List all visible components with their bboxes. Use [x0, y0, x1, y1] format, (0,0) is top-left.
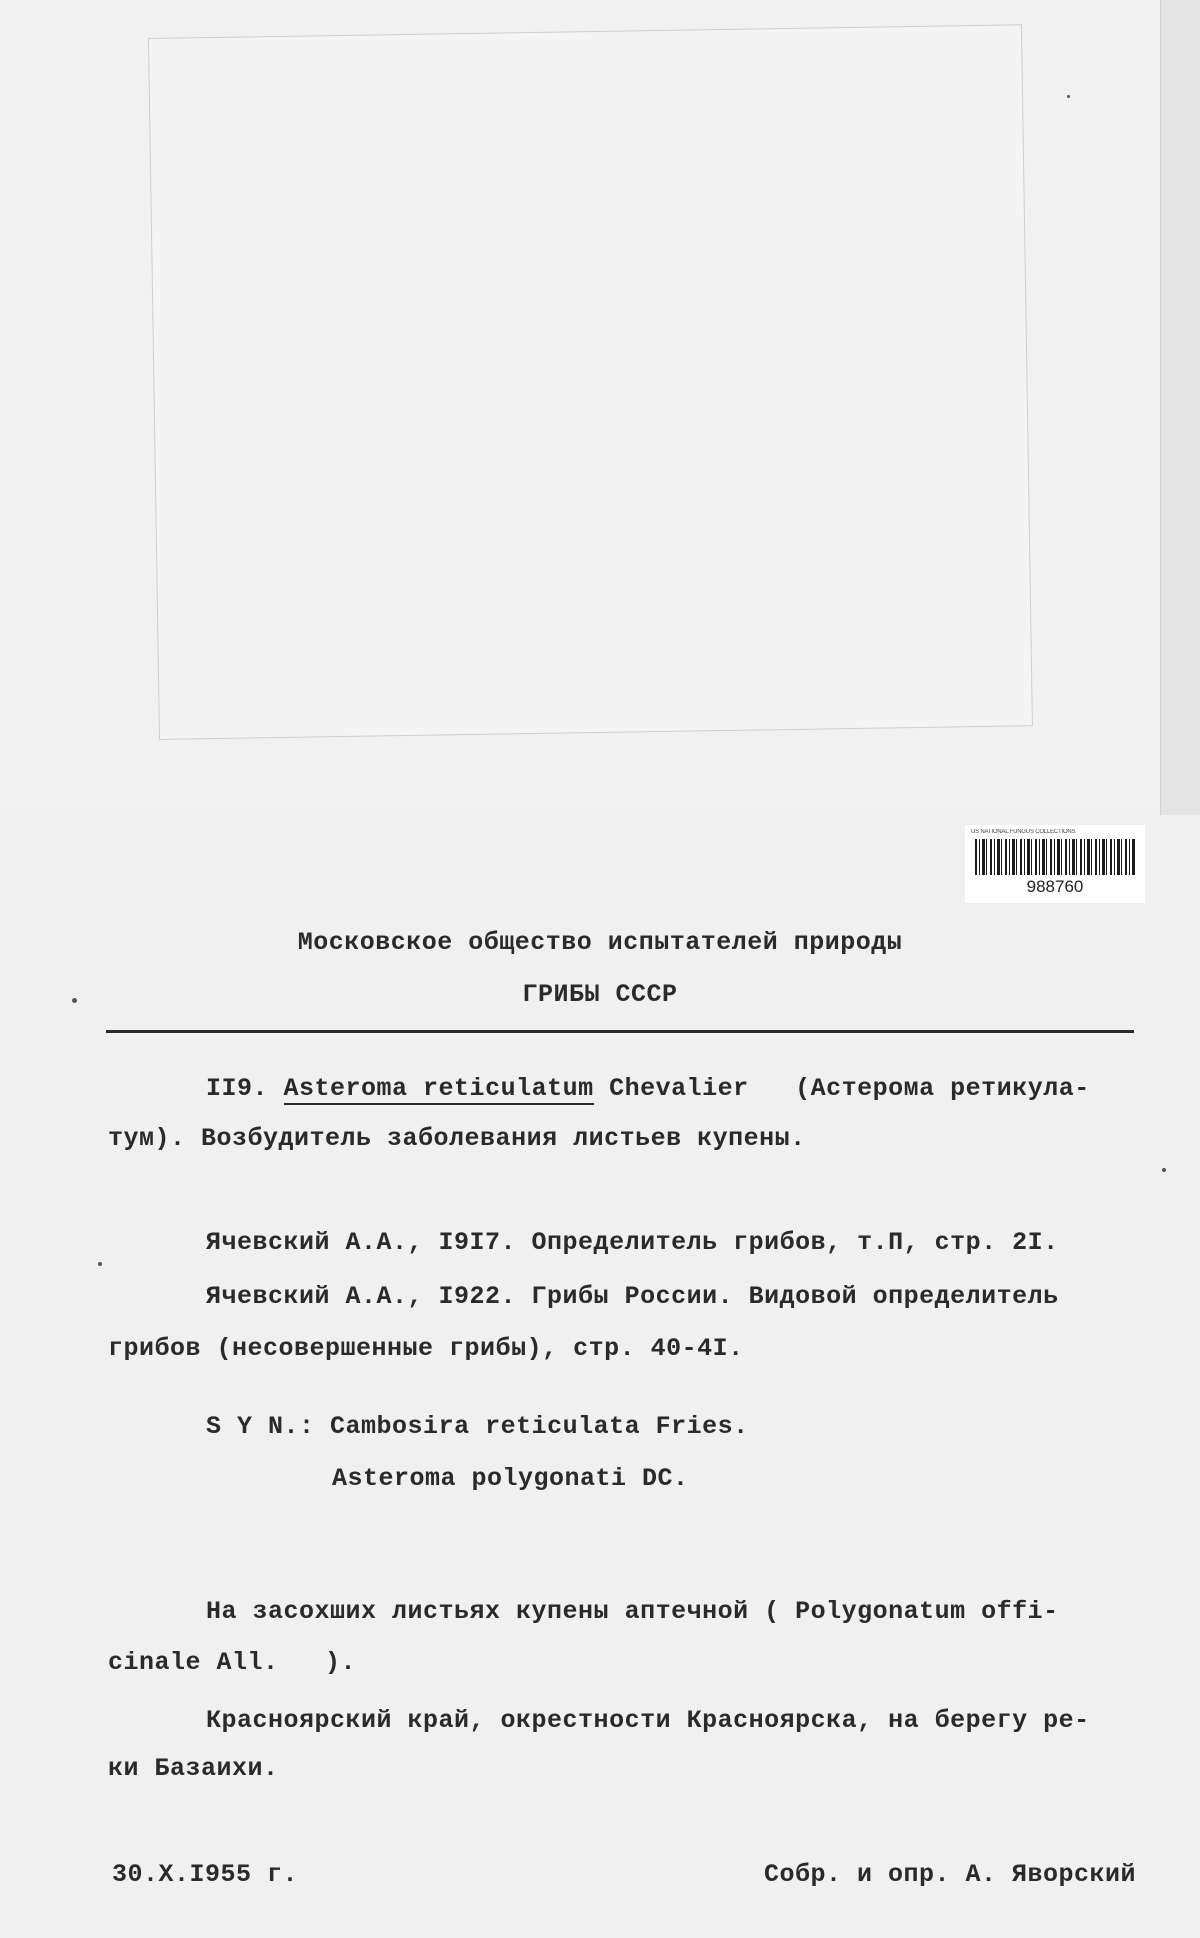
synonym-line-1	[206, 1412, 749, 1441]
habitat-line-1	[206, 1597, 1059, 1626]
entry-line-1	[206, 1074, 1090, 1103]
habitat-close: ).	[325, 1648, 357, 1677]
locality-line-2: ки Базаихи.	[108, 1754, 279, 1783]
collector: Собр. и опр. А. Яворский	[764, 1860, 1137, 1889]
entry-number: II9.	[206, 1074, 269, 1103]
speck	[1067, 95, 1070, 98]
species-author: Chevalier	[609, 1074, 749, 1103]
reference-1: Ячевский А.А., I9I7. Определитель грибов, т.П, стр. 2I.	[206, 1228, 1059, 1257]
synonym-2: Asteroma polygonati DC.	[332, 1464, 689, 1493]
society-title: Московское общество испытателей природы	[297, 928, 903, 957]
header-rule	[106, 1030, 1134, 1033]
synonym-label: S Y N.:	[206, 1412, 315, 1441]
species-name: Asteroma reticulatum	[283, 1074, 594, 1103]
russian-name: (Астерома ретикула-	[795, 1074, 1090, 1103]
habitat-line-2	[108, 1648, 356, 1677]
series-title: ГРИБЫ СССР	[522, 980, 678, 1009]
host-latin-2: cinale All.	[108, 1648, 279, 1677]
collection-date: 30.X.I955 г.	[112, 1860, 299, 1889]
synonym-1: Cambosira reticulata Fries.	[330, 1412, 749, 1441]
speck	[72, 998, 77, 1003]
speck	[98, 1262, 102, 1266]
reference-2-line-1: Ячевский А.А., I922. Грибы России. Видовой определитель	[206, 1282, 1059, 1311]
reference-2-line-2: грибов (несовершенные грибы), стр. 40-4I.	[108, 1334, 744, 1363]
barcode-label	[965, 825, 1145, 903]
locality-line-1: Красноярский край, окрестности Красноярска, на берегу ре-	[206, 1706, 1090, 1735]
barcode-org: US NATIONAL FUNGUS COLLECTIONS	[971, 829, 1076, 835]
entry-line-2: тум). Возбудитель заболевания листьев купены.	[108, 1124, 806, 1153]
barcode-icon	[975, 839, 1135, 875]
habitat-text: На засохших листьях купены аптечной (	[206, 1597, 780, 1626]
specimen-packet	[148, 24, 1033, 740]
barcode-number: 988760	[1026, 877, 1084, 896]
speck	[1162, 1168, 1166, 1172]
host-latin-1: Polygonatum offi-	[795, 1597, 1059, 1626]
